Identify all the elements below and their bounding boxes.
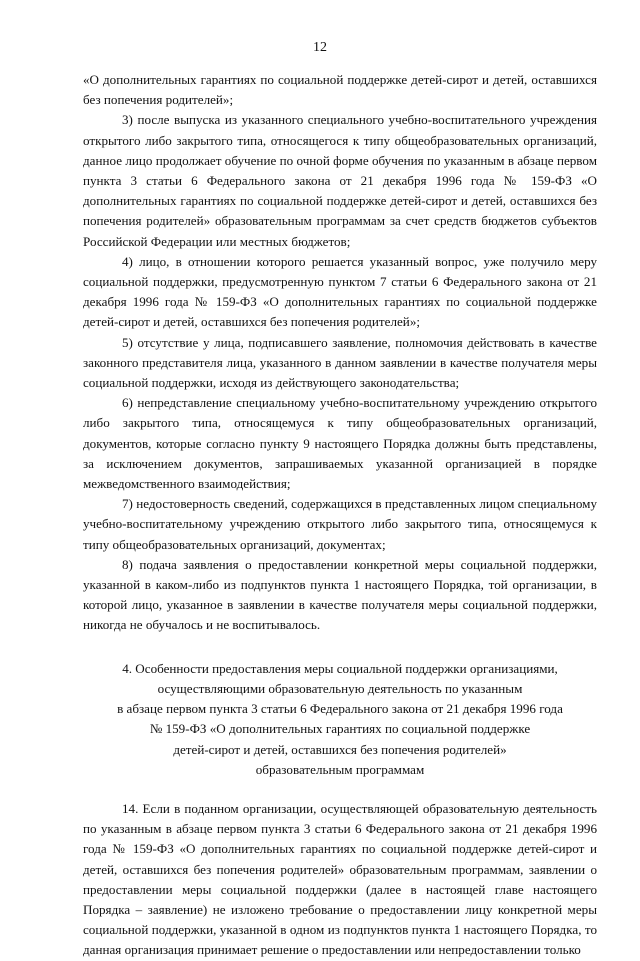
paragraphs-after-heading bbox=[83, 799, 597, 961]
paragraph: 5) отсутствие у лица, подписавшего заявление, полномочия действовать в качестве законного представителя лица, указанного в данном заявлении в качестве получателя меры социальной поддержки, исходя из действующего законодательства; bbox=[83, 334, 597, 391]
paragraph: «О дополнительных гарантиях по социальной поддержке детей-сирот и детей, оставшихся без попечения родителей»; bbox=[83, 72, 597, 108]
paragraph: 4) лицо, в отношении которого решается указанный вопрос, уже получило меру социальной поддержки, предусмотренную пунктом 7 статьи 6 Федерального закона от 21 декабря 1996 года № 159-ФЗ «О дополнительных гарантиях по социальной поддержке детей-сирот и детей, оставшихся без попечения родителей»; bbox=[83, 253, 597, 330]
section-heading bbox=[83, 659, 597, 780]
section-heading-line: в абзаце первом пункта 3 статьи 6 Федерального закона от 21 декабря 1996 года bbox=[117, 701, 563, 717]
paragraph: 8) подача заявления о предоставлении конкретной меры социальной поддержки, указанной в каком-либо из подпунктов пункта 1 настоящего Порядка, той организации, в которой лицо, указанное в заявлении в качестве получателя меры социальной поддержки, никогда не обучалось и не воспитывалось. bbox=[83, 556, 597, 633]
section-heading-line: детей-сирот и детей, оставшихся без попечения родителей» bbox=[173, 741, 507, 757]
section-heading-line: осуществляющими образовательную деятельность по указанным bbox=[157, 680, 523, 696]
section-heading-line: 4. Особенности предоставления меры социальной поддержки организациями, bbox=[122, 660, 558, 676]
section-heading-line: образовательным программам bbox=[255, 761, 425, 777]
section-heading-line: № 159-ФЗ «О дополнительных гарантиях по социальной поддержке bbox=[149, 721, 531, 737]
paragraphs-before-heading bbox=[83, 70, 597, 636]
paragraph: 6) непредставление специальному учебно-воспитательному учреждению открытого либо закрытого типа, относящемуся к типу общеобразовательных организаций, документов, которые согласно пункту 9 настоящего Порядка должны быть представлены, за исключением документов, запрашиваемых указанной организацией в порядке межведомственного взаимодействия; bbox=[83, 395, 597, 492]
paragraph: 14. Если в поданном организации, осуществляющей образовательную деятельность по указанным в абзаце первом пункта 3 статьи 6 Федерального закона от 21 декабря 1996 года № 159-ФЗ «О дополнительных гарантиях по социальной поддержке детей-сирот и детей, оставшихся без попечения родителей» образовательным программам, заявлении о предоставлении меры социальной поддержки (далее в настоящей главе настоящего Порядка – заявление) не изложено требование о предоставлении лицу конкретной меры социальной поддержки, указанной в одном из подпунктов пункта 1 настоящего Порядка, то данная организация принимает решение о предоставлении или непредоставлении только bbox=[83, 800, 597, 958]
page-number: 12 bbox=[313, 40, 327, 55]
paragraph: 3) после выпуска из указанного специального учебно-воспитательного учреждения открытого либо закрытого типа, относящегося к типу общеобразовательных организаций, данное лицо продолжает обучение по очной форме обучения по указанным в абзаце первом пункта 3 статьи 6 Федерального закона от 21 декабря 1996 года № 159-ФЗ «О дополнительных гарантиях по социальной поддержке детей-сирот и детей, оставшихся без попечения родителей» образовательным программам за счет средств бюджетов субъектов Российской Федерации или местных бюджетов; bbox=[83, 112, 597, 249]
document-body bbox=[83, 70, 597, 961]
paragraph: 7) недостоверность сведений, содержащихся в представленных лицом специальному учебно-воспитательному учреждению открытого либо закрытого типа, относящемуся к типу общеобразовательных организаций, документах; bbox=[83, 496, 597, 552]
